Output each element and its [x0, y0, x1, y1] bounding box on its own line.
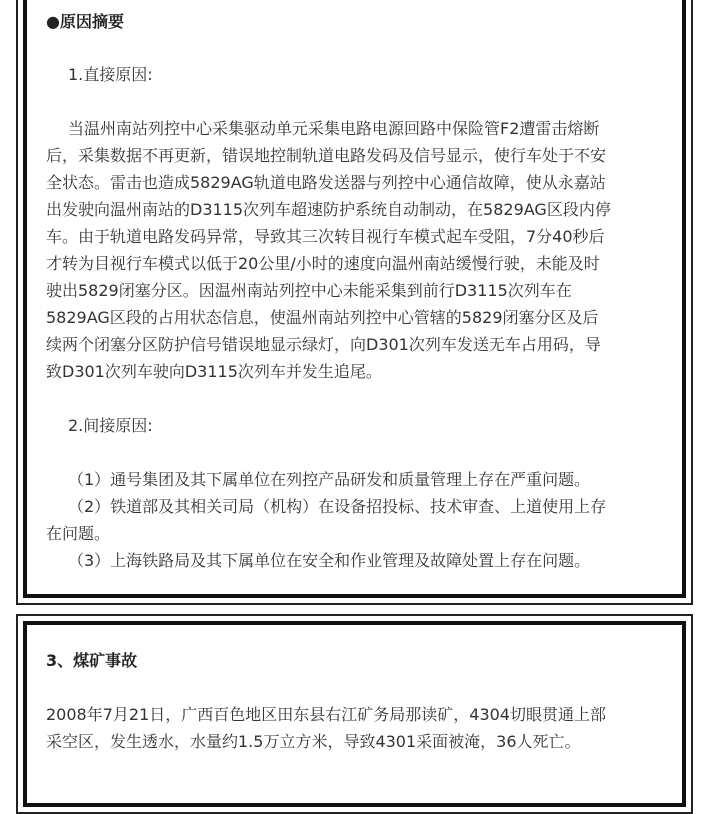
direct-cause-line-8: 5829AG区段的占用状态信息，使温州南站列控中心管辖的5829闭塞分区及后 — [46, 308, 599, 327]
direct-cause-line-3: 全状态。雷击也造成5829AG轨道电路发送器与列控中心通信故障，使从永嘉站 — [46, 173, 606, 192]
indirect-cause-item-2: （2）铁道部及其相关司局（机构）在设备招投标、技术审查、上道使用上存 — [68, 497, 607, 516]
direct-cause-line-10: 致D301次列车驶向D3115次列车并发生追尾。 — [46, 362, 382, 381]
direct-cause-line-5: 车。由于轨道电路发码异常，导致其三次转目视行车模式起车受阻，7分40秒后 — [46, 227, 605, 246]
direct-cause-line-9: 续两个闭塞分区防护信号错误地显示绿灯，向D301次列车发送无车占用码，导 — [46, 335, 601, 354]
coal-mine-line-2: 采空区，发生透水，水量约1.5万立方米，导致4301采面被淹，36人死亡。 — [46, 732, 581, 751]
direct-cause-line-1: 当温州南站列控中心采集驱动单元采集电路电源回路中保险管F2遭雷击熔断 — [68, 119, 600, 138]
indirect-cause-item-3: （3）上海铁路局及其下属单位在安全和作业管理及故障处置上存在问题。 — [68, 551, 591, 570]
direct-cause-line-6: 才转为目视行车模式以低于20公里/小时的速度向温州南站缓慢行驶，未能及时 — [46, 254, 600, 273]
direct-cause-line-7: 驶出5829闭塞分区。因温州南站列控中心未能采集到前行D3115次列车在 — [46, 281, 572, 300]
coal-mine-heading: 3、煤矿事故 — [46, 651, 138, 670]
indirect-cause-item-2-cont: 在问题。 — [46, 524, 111, 543]
coal-mine-line-1: 2008年7月21日，广西百色地区田东县右江矿务局那读矿，4304切眼贯通上部 — [46, 705, 606, 724]
indirect-cause-item-1: （1）通号集团及其下属单位在列控产品研发和质量管理上存在严重问题。 — [68, 470, 591, 489]
cause-summary-heading: ●原因摘要 — [46, 12, 124, 31]
direct-cause-line-4: 出发驶向温州南站的D3115次列车超速防护系统自动制动，在5829AG区段内停 — [46, 200, 611, 219]
direct-cause-line-2: 后，采集数据不再更新，错误地控制轨道电路发码及信号显示，使行车处于不安 — [46, 146, 607, 165]
indirect-cause-title: 2.间接原因: — [68, 416, 153, 435]
direct-cause-title: 1.直接原因: — [68, 65, 153, 84]
